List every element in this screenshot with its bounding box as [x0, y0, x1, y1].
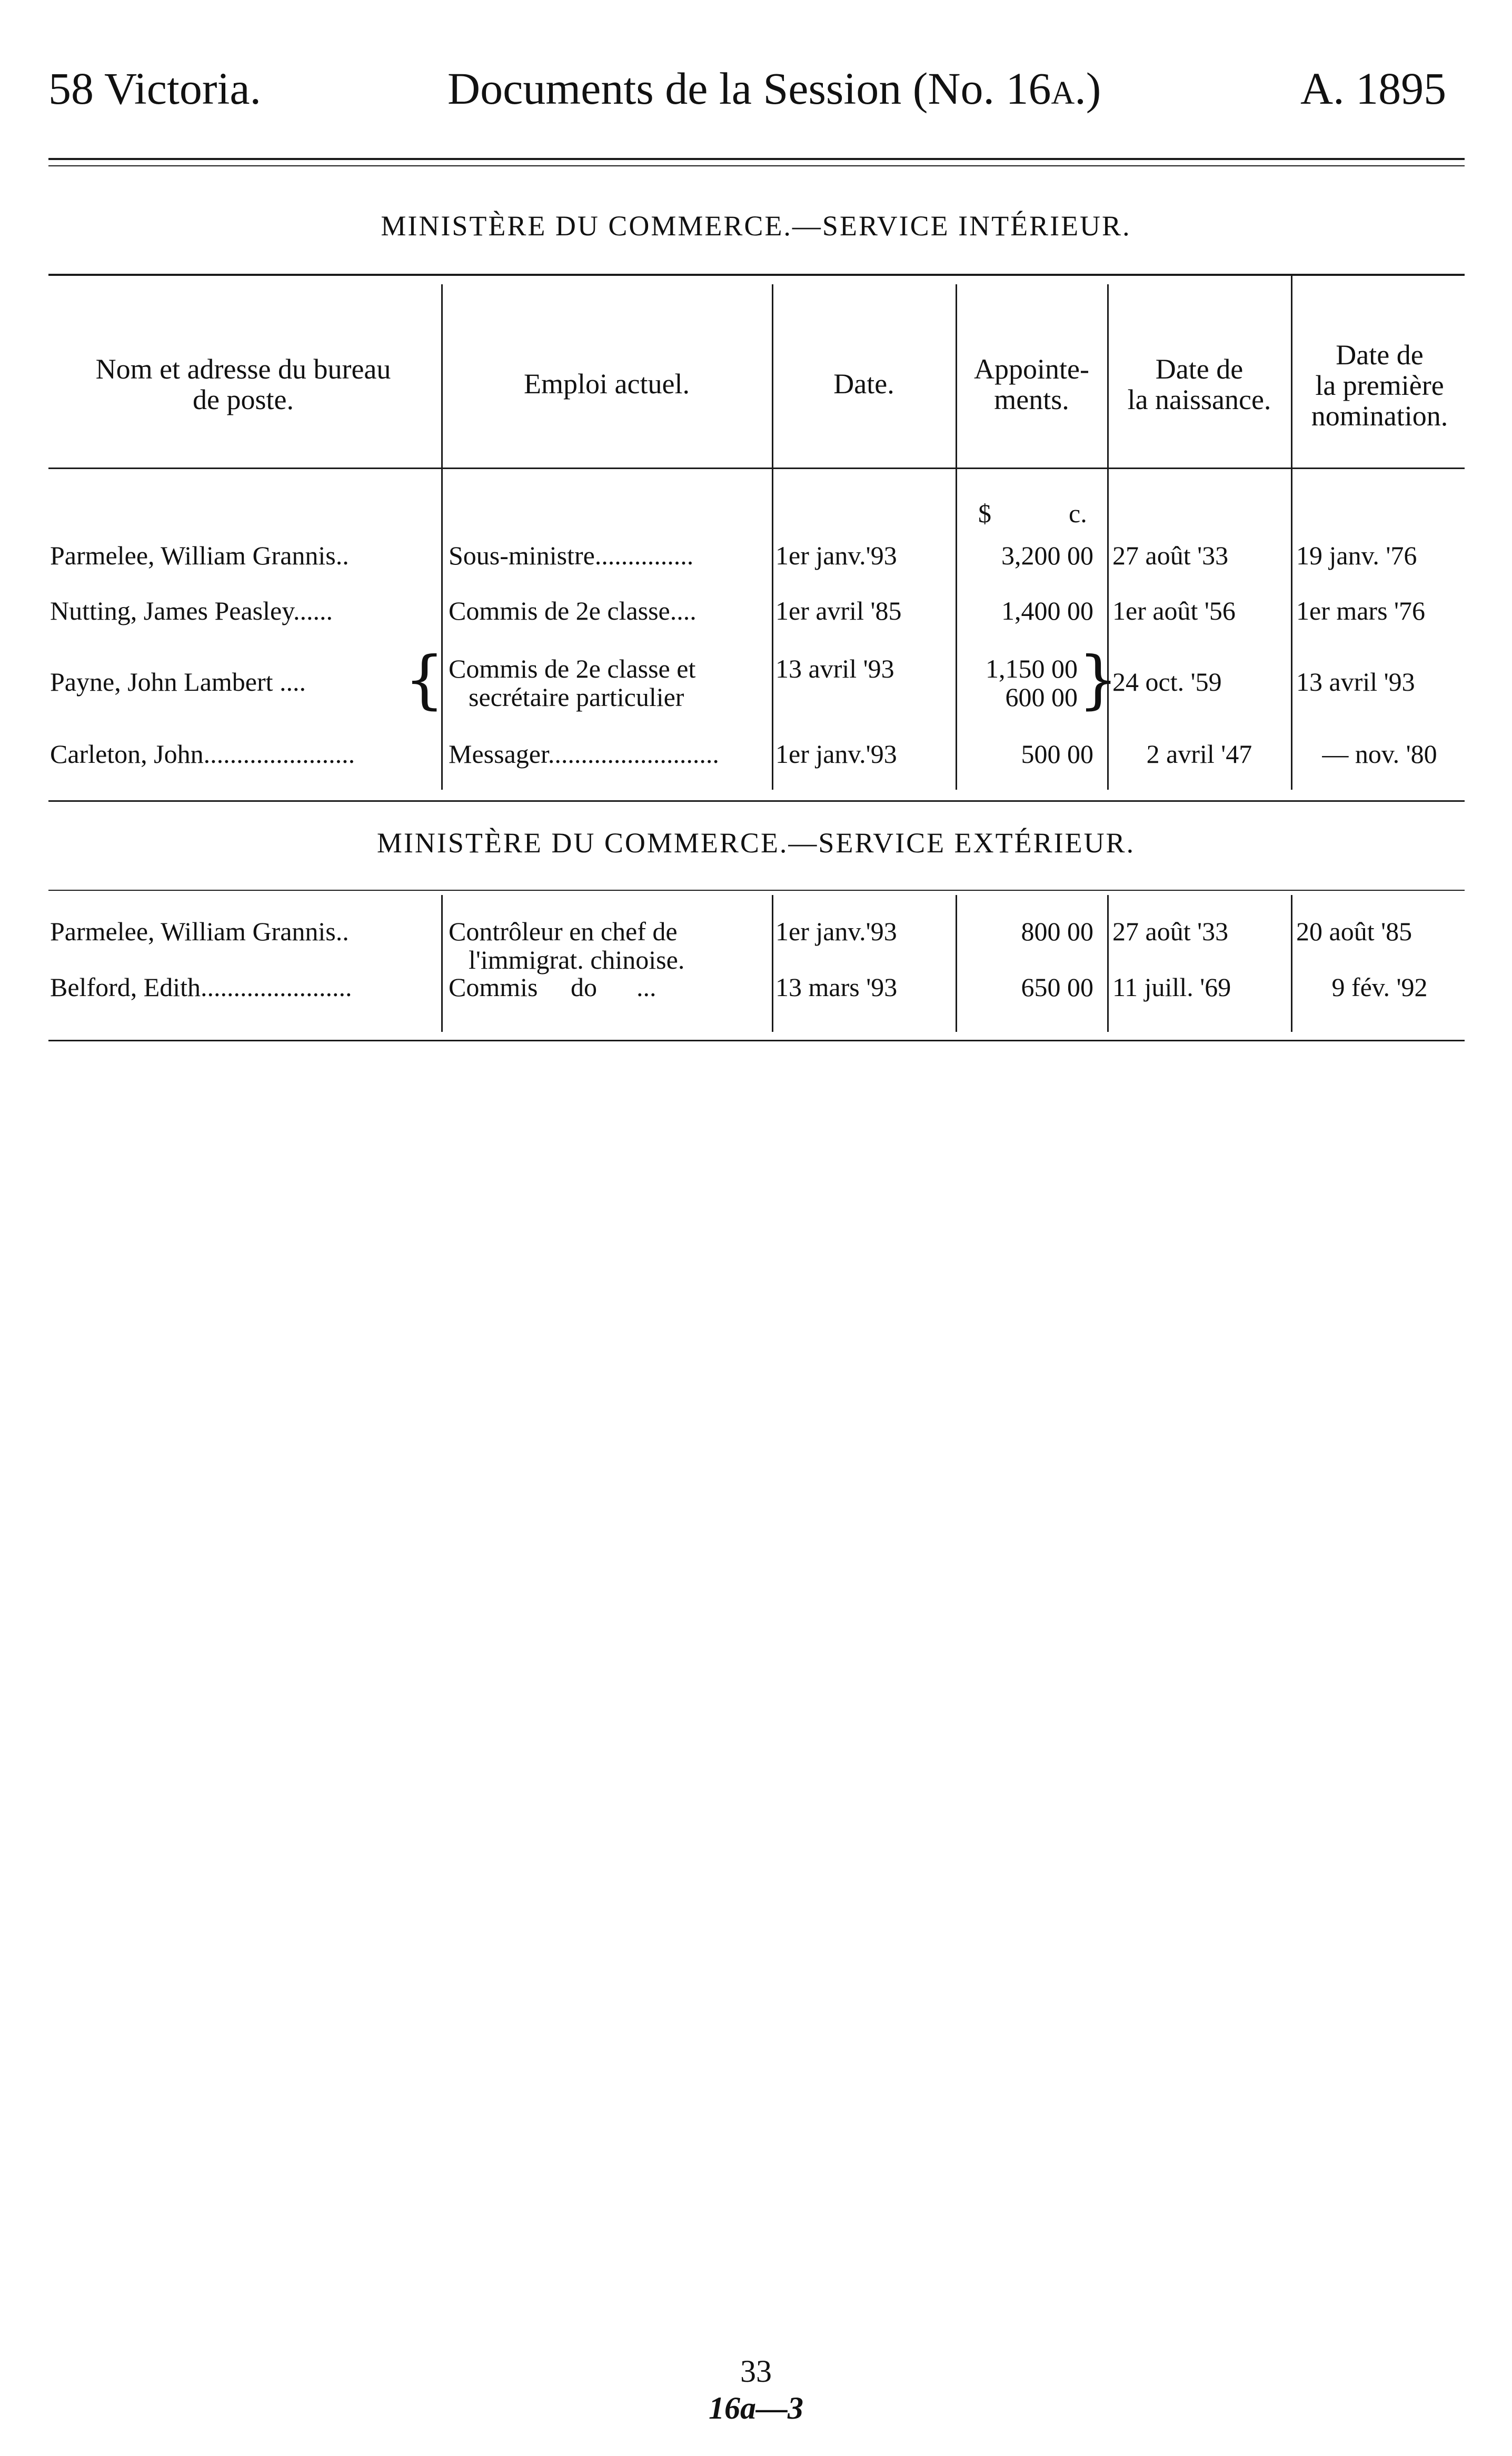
- cell-name: Nutting, James Peasley......: [50, 596, 333, 625]
- cell-appointements: 1,150 00: [986, 654, 1078, 683]
- cell-nomination: 13 avril '93: [1296, 667, 1415, 697]
- cell-name: Parmelee, William Grannis..: [50, 917, 349, 946]
- column-header-naissance-line1: Date de: [1155, 353, 1244, 385]
- header-rule-bottom: [48, 165, 1465, 166]
- page-number: 33: [740, 2354, 772, 2389]
- cell-emploi: Sous-ministre...............: [449, 541, 694, 570]
- column-line: [772, 284, 773, 790]
- cell-name: Carleton, John.......................: [50, 739, 355, 769]
- table-bottom-rule: [48, 1040, 1465, 1041]
- sheet-signature: 16a—3: [709, 2391, 803, 2425]
- cell-appointements: 650 00: [1021, 972, 1093, 1002]
- column-header-nomination-line1: Date de: [1336, 339, 1424, 371]
- unit-cents: c.: [1069, 499, 1087, 528]
- brace-left: {: [404, 643, 445, 717]
- column-header-appointements: [959, 354, 1104, 415]
- cell-emploi: Commis de 2e classe....: [449, 596, 697, 625]
- cell-name: Payne, John Lambert ....: [50, 667, 306, 697]
- column-header-nomination-line3: nomination.: [1311, 400, 1448, 432]
- cell-emploi: Commis do ...: [449, 972, 656, 1002]
- column-header-name: [48, 354, 438, 415]
- column-header-naissance-line2: la naissance.: [1127, 384, 1271, 415]
- unit-dollars: $: [978, 499, 991, 528]
- cell-emploi: Commis de 2e classe et: [449, 654, 696, 683]
- cell-appointements: 1,400 00: [1001, 596, 1093, 625]
- column-header-appointements-line1: Appointe-: [974, 353, 1089, 385]
- cell-nomination: 9 fév. '92: [1331, 972, 1428, 1002]
- column-line: [772, 895, 773, 1032]
- column-line: [1291, 274, 1292, 790]
- cell-appointements: 500 00: [1021, 739, 1093, 769]
- header-center: [447, 63, 1101, 114]
- section-title-interieur: MINISTÈRE DU COMMERCE.—SERVICE INTÉRIEUR.: [381, 210, 1131, 242]
- column-header-appointements-line2: ments.: [994, 384, 1069, 415]
- cell-naissance: 27 août '33: [1112, 917, 1229, 946]
- column-line: [1107, 895, 1109, 1032]
- header-center-end: .): [1075, 63, 1101, 114]
- section-title-exterieur: MINISTÈRE DU COMMERCE.—SERVICE EXTÉRIEUR.: [376, 827, 1136, 859]
- cell-name: Parmelee, William Grannis..: [50, 541, 349, 570]
- cell-date: 1er janv.'93: [775, 739, 897, 769]
- cell-appointements: 800 00: [1021, 917, 1093, 946]
- column-header-name-line2: de poste.: [193, 384, 294, 415]
- cell-nomination: 20 août '85: [1296, 917, 1412, 946]
- cell-naissance: 11 juill. '69: [1112, 972, 1231, 1002]
- column-line: [956, 895, 957, 1032]
- table-top-rule: [48, 274, 1465, 276]
- cell-nomination: 19 janv. '76: [1296, 541, 1417, 570]
- column-header-naissance: [1111, 354, 1288, 415]
- cell-emploi: Messager..........................: [449, 739, 719, 769]
- cell-appointements: 3,200 00: [1001, 541, 1093, 570]
- cell-emploi-line2: secrétaire particulier: [469, 682, 684, 712]
- cell-date: 13 mars '93: [775, 972, 898, 1002]
- cell-naissance: 27 août '33: [1112, 541, 1229, 570]
- column-header-rule: [48, 468, 1465, 469]
- cell-date: 13 avril '93: [775, 654, 894, 683]
- cell-date: 1er janv.'93: [775, 917, 897, 946]
- cell-date: 1er avril '85: [775, 596, 902, 625]
- column-line: [956, 284, 957, 790]
- cell-emploi: Contrôleur en chef de: [449, 917, 678, 946]
- column-line: [1291, 895, 1292, 1032]
- cell-nomination: 1er mars '76: [1296, 596, 1426, 625]
- section2-top-rule: [48, 890, 1465, 891]
- header-right: A. 1895: [1300, 63, 1447, 114]
- header-center-small: A: [1051, 75, 1075, 111]
- header-center-text: Documents de la Session (No. 16: [447, 63, 1051, 114]
- column-header-emploi: Emploi actuel.: [524, 368, 690, 400]
- cell-nomination: — nov. '80: [1322, 739, 1437, 769]
- brace-right: }: [1078, 643, 1119, 717]
- cell-naissance: 24 oct. '59: [1112, 667, 1222, 697]
- cell-naissance: 2 avril '47: [1146, 739, 1252, 769]
- column-line: [441, 895, 443, 1032]
- cell-date: 1er janv.'93: [775, 541, 897, 570]
- cell-name: Belford, Edith.......................: [50, 972, 352, 1002]
- header-rule-top: [48, 158, 1465, 160]
- cell-naissance: 1er août '56: [1112, 596, 1236, 625]
- cell-emploi-line2: l'immigrat. chinoise.: [469, 945, 685, 975]
- column-header-nomination-line2: la première: [1315, 370, 1444, 401]
- column-header-date: Date.: [833, 368, 894, 400]
- cell-appointements-line2: 600 00: [1005, 682, 1078, 712]
- section1-bottom-rule: [48, 800, 1465, 802]
- column-header-nomination: [1295, 340, 1465, 431]
- column-header-name-line1: Nom et adresse du bureau: [95, 353, 391, 385]
- header-left: 58 Victoria.: [48, 63, 262, 114]
